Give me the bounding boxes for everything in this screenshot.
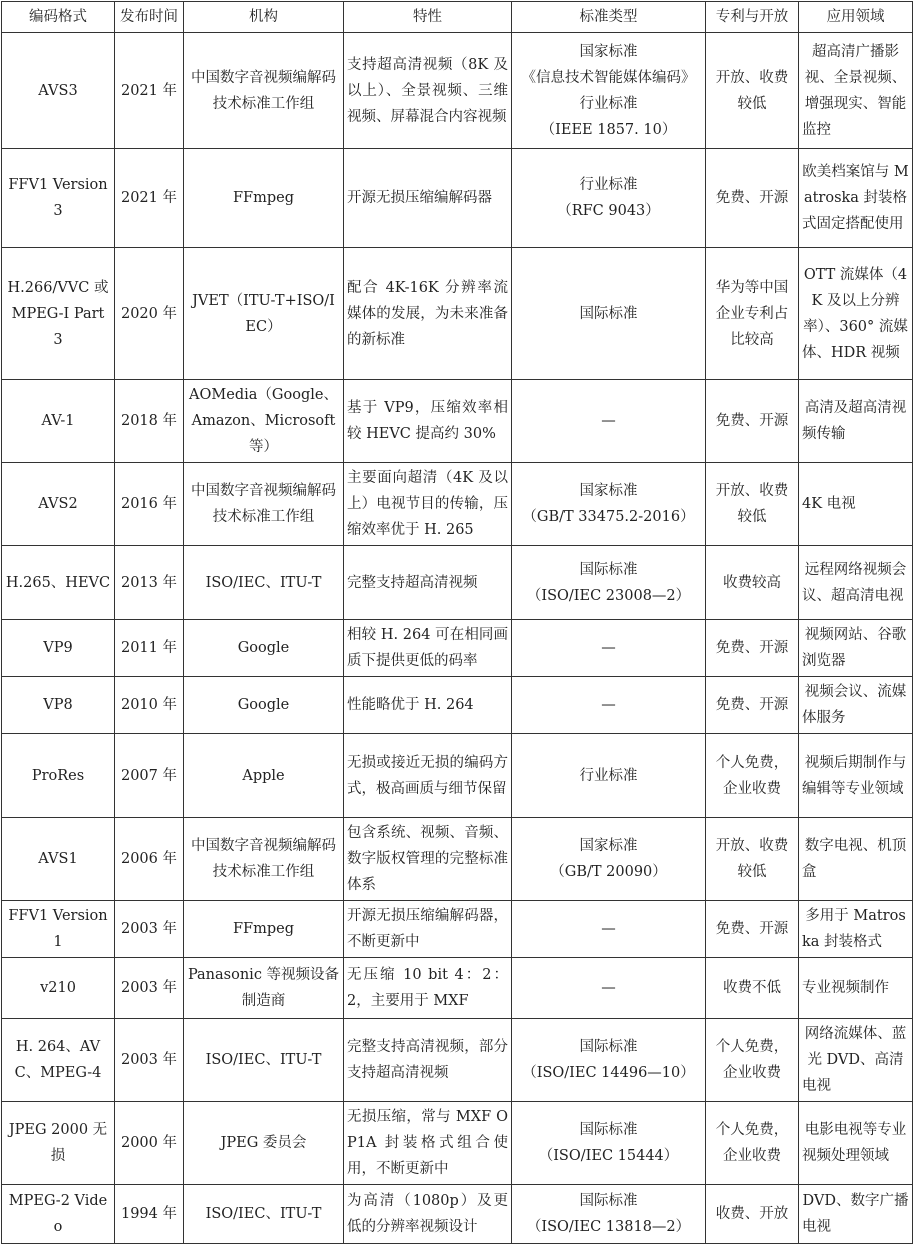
- table-row: [2, 380, 913, 463]
- cell-format: AV-1: [2, 380, 115, 463]
- cell-features: 完整支持超高清视频: [344, 546, 512, 620]
- cell-application: OTT 流媒体（4K 及以上分辨率）、360° 流媒体、HDR 视频: [799, 248, 913, 380]
- cell-patent-openness: 开放、收费较低: [706, 818, 799, 901]
- cell-application: 超高清广播影视、全景视频、增强现实、智能监控: [799, 33, 913, 149]
- cell-format: AVS1: [2, 818, 115, 901]
- cell-release-date: 2010 年: [115, 677, 184, 734]
- standard-type-line: 国家标准: [579, 483, 638, 499]
- cell-application: 数字电视、机顶盒: [799, 818, 913, 901]
- standard-type-line: 国际标准: [579, 305, 638, 322]
- cell-features: 基于 VP9，压缩效率相较 HEVC 提高约 30%: [344, 380, 512, 463]
- standard-type-line: —: [601, 640, 616, 656]
- cell-application: 远程网络视频会议、超高清电视: [799, 546, 913, 620]
- cell-standard-type: [512, 620, 706, 677]
- cell-release-date: 2006 年: [115, 818, 184, 901]
- cell-format: v210: [2, 958, 115, 1019]
- standard-type-line: 行业标准: [579, 177, 638, 193]
- cell-format: MPEG-2 Video: [2, 1185, 115, 1244]
- cell-organization: 中国数字音视频编解码技术标准工作组: [184, 818, 344, 901]
- cell-organization: Google: [184, 677, 344, 734]
- header-organization: 机构: [184, 2, 344, 33]
- cell-organization: AOMedia（Google、Amazon、Microsoft 等）: [184, 380, 344, 463]
- codec-comparison-table: [1, 1, 913, 1244]
- cell-application: 高清及超高清视频传输: [799, 380, 913, 463]
- cell-patent-openness: 免费、开源: [706, 677, 799, 734]
- cell-application: 视频会议、流媒体服务: [799, 677, 913, 734]
- cell-patent-openness: 收费不低: [706, 958, 799, 1019]
- cell-patent-openness: 免费、开源: [706, 620, 799, 677]
- standard-type-line: 国家标准: [579, 43, 638, 60]
- cell-format: ProRes: [2, 734, 115, 818]
- cell-application: 欧美档案馆与 Matroska 封装格式固定搭配使用: [799, 149, 913, 248]
- table-row: [2, 901, 913, 958]
- cell-format: FFV1 Version 3: [2, 149, 115, 248]
- cell-format: H. 264、AVC、MPEG-4: [2, 1019, 115, 1102]
- table-row: [2, 734, 913, 818]
- cell-patent-openness: 开放、收费较低: [706, 463, 799, 546]
- cell-application: 电影电视等专业视频处理领域: [799, 1102, 913, 1185]
- cell-release-date: 2011 年: [115, 620, 184, 677]
- cell-format: VP9: [2, 620, 115, 677]
- cell-standard-type: [512, 677, 706, 734]
- cell-organization: 中国数字音视频编解码技术标准工作组: [184, 463, 344, 546]
- cell-release-date: 2003 年: [115, 901, 184, 958]
- table-row: [2, 818, 913, 901]
- cell-release-date: 2021 年: [115, 33, 184, 149]
- cell-application: 专业视频制作: [799, 958, 913, 1019]
- cell-features: 相较 H. 264 可在相同画质下提供更低的码率: [344, 620, 512, 677]
- cell-features: 包含系统、视频、音频、数字版权管理的完整标准体系: [344, 818, 512, 901]
- cell-release-date: 2016 年: [115, 463, 184, 546]
- cell-format: VP8: [2, 677, 115, 734]
- cell-standard-type: [512, 380, 706, 463]
- header-format: 编码格式: [2, 2, 115, 33]
- standard-type-line: （ISO/IEC 23008—2）: [526, 587, 691, 604]
- table-row: [2, 620, 913, 677]
- table-body: [2, 33, 913, 1244]
- cell-format: AVS2: [2, 463, 115, 546]
- cell-features: 无损或接近无损的编码方式，极高画质与细节保留: [344, 734, 512, 818]
- standard-type-line: —: [601, 921, 616, 937]
- cell-application: 网络流媒体、蓝光 DVD、高清电视: [799, 1019, 913, 1102]
- cell-application: 视频后期制作与编辑等专业领域: [799, 734, 913, 818]
- cell-organization: Google: [184, 620, 344, 677]
- cell-organization: FFmpeg: [184, 901, 344, 958]
- cell-standard-type: [512, 248, 706, 380]
- header-features: 特性: [344, 2, 512, 33]
- standard-type-line: 国家标准: [579, 838, 638, 854]
- cell-patent-openness: 个人免费，企业收费: [706, 734, 799, 818]
- standard-type-line: 国际标准: [579, 1039, 638, 1055]
- table-row: [2, 546, 913, 620]
- cell-features: 为高清（1080p）及更低的分辨率视频设计: [344, 1185, 512, 1244]
- cell-features: 开源无损压缩编解码器: [344, 149, 512, 248]
- cell-format: JPEG 2000 无损: [2, 1102, 115, 1185]
- cell-release-date: 2003 年: [115, 958, 184, 1019]
- cell-format: H.266/VVC 或 MPEG-I Part 3: [2, 248, 115, 380]
- standard-type-line: （RFC 9043）: [557, 203, 660, 219]
- cell-standard-type: [512, 546, 706, 620]
- cell-standard-type: [512, 958, 706, 1019]
- standard-type-line: 国际标准: [579, 1122, 638, 1138]
- cell-organization: Apple: [184, 734, 344, 818]
- cell-standard-type: [512, 818, 706, 901]
- standard-type-line: 国际标准: [579, 1193, 638, 1209]
- standard-type-line: 《信息技术智能媒体编码》: [521, 69, 696, 86]
- cell-organization: ISO/IEC、ITU-T: [184, 1019, 344, 1102]
- header-patent-openness: 专利与开放: [706, 2, 799, 33]
- header-release-date: 发布时间: [115, 2, 184, 33]
- cell-release-date: 1994 年: [115, 1185, 184, 1244]
- cell-release-date: 2021 年: [115, 149, 184, 248]
- cell-format: H.265、HEVC: [2, 546, 115, 620]
- table-row: [2, 149, 913, 248]
- standard-type-line: —: [601, 413, 616, 429]
- cell-application: DVD、数字广播电视: [799, 1185, 913, 1244]
- table-row: [2, 677, 913, 734]
- cell-features: 无压缩 10 bit 4：2：2，主要用于 MXF: [344, 958, 512, 1019]
- cell-features: 无损压缩，常与 MXF OP1A 封装格式组合使用，不断更新中: [344, 1102, 512, 1185]
- cell-release-date: 2000 年: [115, 1102, 184, 1185]
- cell-standard-type: [512, 734, 706, 818]
- cell-features: 开源无损压缩编解码器，不断更新中: [344, 901, 512, 958]
- cell-patent-openness: 个人免费，企业收费: [706, 1019, 799, 1102]
- cell-patent-openness: 免费、开源: [706, 149, 799, 248]
- cell-features: 配合 4K-16K 分辨率流媒体的发展，为未来准备的新标准: [344, 248, 512, 380]
- cell-organization: ISO/IEC、ITU-T: [184, 546, 344, 620]
- standard-type-line: 行业标准: [579, 767, 638, 784]
- table-row: [2, 1019, 913, 1102]
- cell-organization: JVET（ITU-T+ISO/IEC）: [184, 248, 344, 380]
- header-standard-type: 标准类型: [512, 2, 706, 33]
- cell-patent-openness: 收费、开放: [706, 1185, 799, 1244]
- cell-standard-type: [512, 1185, 706, 1244]
- cell-release-date: 2003 年: [115, 1019, 184, 1102]
- cell-application: 视频网站、谷歌浏览器: [799, 620, 913, 677]
- table-row: [2, 463, 913, 546]
- header-application: 应用领域: [799, 2, 913, 33]
- cell-organization: ISO/IEC、ITU-T: [184, 1185, 344, 1244]
- standard-type-line: （ISO/IEC 14496—10）: [522, 1065, 695, 1081]
- cell-application: 多用于 Matroska 封装格式: [799, 901, 913, 958]
- standard-type-line: 国际标准: [579, 561, 638, 578]
- cell-organization: JPEG 委员会: [184, 1102, 344, 1185]
- cell-patent-openness: 个人免费，企业收费: [706, 1102, 799, 1185]
- cell-standard-type: [512, 901, 706, 958]
- cell-standard-type: [512, 1019, 706, 1102]
- cell-standard-type: [512, 463, 706, 546]
- cell-format: FFV1 Version1: [2, 901, 115, 958]
- standard-type-line: （IEEE 1857. 10）: [540, 121, 677, 138]
- cell-features: 性能略优于 H. 264: [344, 677, 512, 734]
- table-row: [2, 958, 913, 1019]
- standard-type-line: （ISO/IEC 15444）: [538, 1148, 679, 1164]
- table-row: [2, 1102, 913, 1185]
- table-header-row: [2, 2, 913, 33]
- standard-type-line: —: [601, 697, 616, 713]
- table-row: [2, 33, 913, 149]
- cell-standard-type: [512, 1102, 706, 1185]
- cell-patent-openness: 收费较高: [706, 546, 799, 620]
- cell-format: AVS3: [2, 33, 115, 149]
- cell-organization: 中国数字音视频编解码技术标准工作组: [184, 33, 344, 149]
- cell-patent-openness: 免费、开源: [706, 901, 799, 958]
- standard-type-line: 行业标准: [579, 95, 638, 112]
- cell-patent-openness: 免费、开源: [706, 380, 799, 463]
- cell-release-date: 2013 年: [115, 546, 184, 620]
- cell-release-date: 2018 年: [115, 380, 184, 463]
- table-row: [2, 248, 913, 380]
- cell-features: 完整支持高清视频，部分支持超高清视频: [344, 1019, 512, 1102]
- standard-type-line: （ISO/IEC 13818—2）: [526, 1219, 691, 1235]
- cell-release-date: 2007 年: [115, 734, 184, 818]
- cell-organization: Panasonic 等视频设备制造商: [184, 958, 344, 1019]
- table-row: [2, 1185, 913, 1244]
- cell-standard-type: [512, 149, 706, 248]
- cell-organization: FFmpeg: [184, 149, 344, 248]
- cell-release-date: 2020 年: [115, 248, 184, 380]
- cell-features: 主要面向超清（4K 及以上）电视节目的传输，压缩效率优于 H. 265: [344, 463, 512, 546]
- standard-type-line: （GB/T 33475.2-2016）: [522, 509, 695, 525]
- cell-standard-type: [512, 33, 706, 149]
- cell-application: 4K 电视: [799, 463, 913, 546]
- cell-features: 支持超高清视频（8K 及以上）、全景视频、三维视频、屏幕混合内容视频: [344, 33, 512, 149]
- standard-type-line: —: [601, 980, 616, 996]
- cell-patent-openness: 开放、收费较低: [706, 33, 799, 149]
- cell-patent-openness: 华为等中国企业专利占比较高: [706, 248, 799, 380]
- standard-type-line: （GB/T 20090）: [550, 864, 667, 880]
